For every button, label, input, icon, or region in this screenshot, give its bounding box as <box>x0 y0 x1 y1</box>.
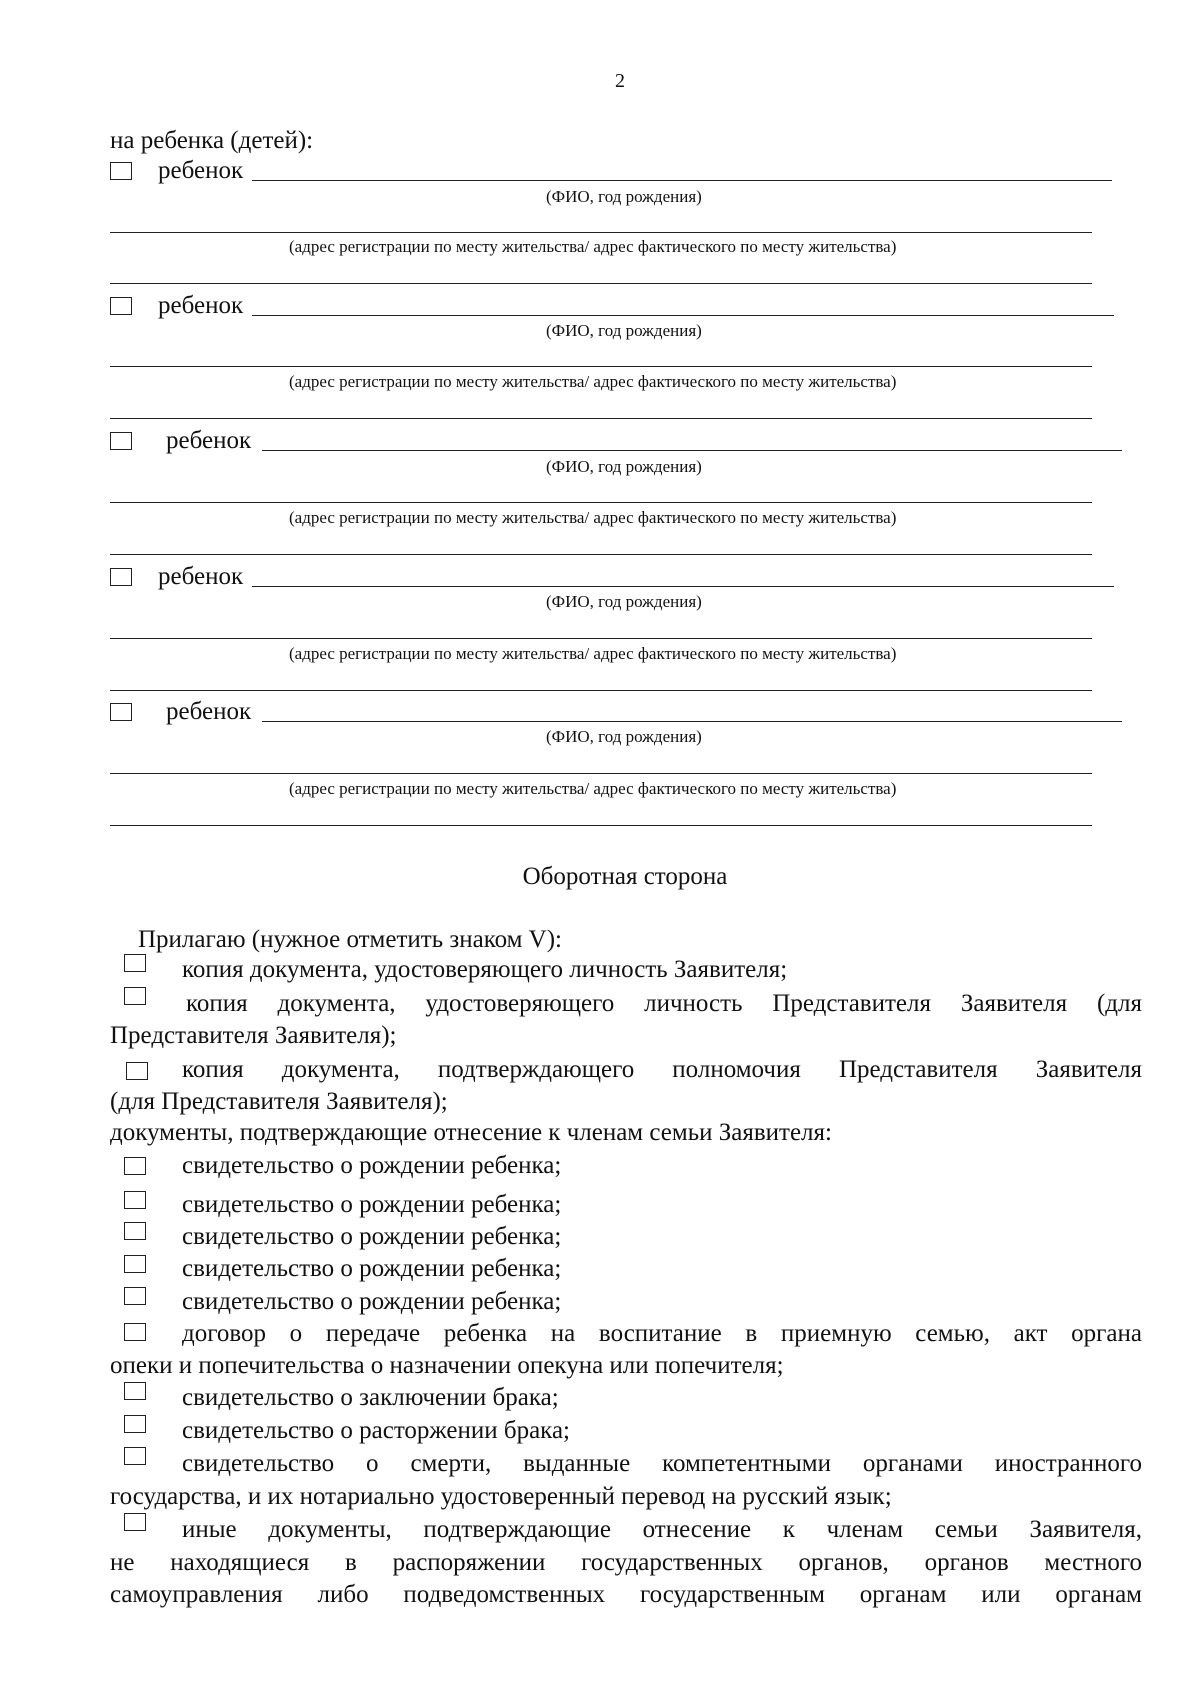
child-1-address-caption: (адрес регистрации по месту жительства/ адрес фактического по месту жительства) <box>289 237 897 256</box>
child-2-label: ребенок <box>158 292 244 319</box>
other-documents-checkbox[interactable] <box>124 1513 146 1531</box>
birth-cert-5-checkbox[interactable] <box>124 1287 146 1305</box>
page-number: 2 <box>615 70 625 92</box>
child-2-address-field-2[interactable] <box>110 418 1092 419</box>
attach-representative-id-checkbox[interactable] <box>124 987 146 1005</box>
attach-representative-id-label <box>186 989 1142 1019</box>
birth-cert-3-label: свидетельство о рождении ребенка; <box>182 1223 562 1250</box>
foster-agreement-checkbox[interactable] <box>124 1323 146 1341</box>
foster-agreement-line-2: опеки и попечительства о назначении опекуна или попечителя; <box>110 1352 784 1379</box>
child-1-address-field[interactable] <box>110 232 1092 233</box>
child-4-address-field-2[interactable] <box>110 690 1092 691</box>
birth-cert-1-label: свидетельство о рождении ребенка; <box>182 1152 562 1179</box>
attachments-intro: Прилагаю (нужное отметить знаком V): <box>138 926 562 953</box>
child-5-name-caption: (ФИО, год рождения) <box>546 727 702 746</box>
other-documents-line-2: не находящиеся в распоряжении государственных органов, органов местного <box>110 1549 1142 1576</box>
attach-applicant-id-label: копия документа, удостоверяющего личность Заявителя; <box>182 956 788 983</box>
child-1-checkbox[interactable] <box>110 162 132 180</box>
marriage-cert-label: свидетельство о заключении брака; <box>182 1384 559 1411</box>
death-cert-line-1: свидетельство о смерти, выданные компетентными органами иностранного <box>182 1450 1142 1477</box>
child-4-address-caption: (адрес регистрации по месту жительства/ адрес фактического по месту жительства) <box>289 644 897 663</box>
child-5-label: ребенок <box>166 698 252 725</box>
birth-cert-4-label: свидетельство о рождении ребенка; <box>182 1255 562 1282</box>
attach-representative-authority-label <box>182 1055 1142 1085</box>
birth-cert-3-checkbox[interactable] <box>124 1222 146 1240</box>
child-1-name-caption: (ФИО, год рождения) <box>546 187 702 206</box>
child-3-name-field[interactable] <box>262 450 1122 451</box>
attach-applicant-id-checkbox[interactable] <box>124 954 146 972</box>
child-2-name-field[interactable] <box>252 315 1114 316</box>
foster-agreement-line-1: договор о передаче ребенка на воспитание в приемную семью, акт органа <box>182 1320 1142 1347</box>
attach-representative-id-line-2: Представителя Заявителя); <box>110 1022 397 1049</box>
child-3-checkbox[interactable] <box>110 432 132 450</box>
child-4-name-caption: (ФИО, год рождения) <box>546 592 702 611</box>
other-documents-line-3-wrap <box>110 1580 1142 1610</box>
attach-representative-authority-checkbox[interactable] <box>126 1062 148 1080</box>
child-4-label: ребенок <box>158 563 244 590</box>
other-documents-label <box>182 1515 1142 1545</box>
child-4-name-field[interactable] <box>252 586 1114 587</box>
child-3-name-caption: (ФИО, год рождения) <box>546 457 702 476</box>
children-intro: на ребенка (детей): <box>110 127 314 154</box>
child-2-checkbox[interactable] <box>110 297 132 315</box>
child-3-label: ребенок <box>166 427 252 454</box>
child-2-address-field[interactable] <box>110 366 1092 367</box>
child-5-address-field[interactable] <box>110 773 1092 774</box>
death-cert-line-2: государства, и их нотариально удостоверенный перевод на русский язык; <box>110 1483 892 1510</box>
marriage-cert-checkbox[interactable] <box>124 1382 146 1400</box>
reverse-side-heading: Оборотная сторона <box>522 863 728 890</box>
child-3-address-field[interactable] <box>110 502 1092 503</box>
other-documents-line-2-wrap <box>110 1548 1142 1578</box>
child-1-label: ребенок <box>158 157 244 184</box>
child-1-address-field-2[interactable] <box>110 283 1092 284</box>
other-documents-line-3: самоуправления либо подведомственных государственным органам или органам <box>110 1581 1142 1608</box>
family-documents-intro: документы, подтверждающие отнесение к членам семьи Заявителя: <box>110 1119 832 1146</box>
foster-agreement-label <box>182 1319 1142 1349</box>
child-5-address-field-2[interactable] <box>110 825 1092 826</box>
death-cert-checkbox[interactable] <box>124 1447 146 1465</box>
attach-representative-id-line-1: копия документа, удостоверяющего личность Представителя Заявителя (для <box>186 990 1142 1017</box>
child-3-address-caption: (адрес регистрации по месту жительства/ адрес фактического по месту жительства) <box>289 508 897 527</box>
birth-cert-4-checkbox[interactable] <box>124 1255 146 1273</box>
birth-cert-2-checkbox[interactable] <box>124 1191 146 1209</box>
divorce-cert-label: свидетельство о расторжении брака; <box>182 1417 570 1444</box>
child-2-address-caption: (адрес регистрации по месту жительства/ адрес фактического по месту жительства) <box>289 372 897 391</box>
child-5-address-caption: (адрес регистрации по месту жительства/ адрес фактического по месту жительства) <box>289 779 897 798</box>
child-5-name-field[interactable] <box>262 721 1122 722</box>
child-3-address-field-2[interactable] <box>110 554 1092 555</box>
child-5-checkbox[interactable] <box>110 703 132 721</box>
death-cert-label <box>182 1449 1142 1479</box>
child-2-name-caption: (ФИО, год рождения) <box>546 321 702 340</box>
child-4-checkbox[interactable] <box>110 568 132 586</box>
birth-cert-1-checkbox[interactable] <box>124 1157 146 1175</box>
other-documents-line-1: иные документы, подтверждающие отнесение к членам семьи Заявителя, <box>182 1516 1142 1543</box>
child-1-name-field[interactable] <box>252 180 1112 181</box>
birth-cert-2-label: свидетельство о рождении ребенка; <box>182 1191 562 1218</box>
attach-representative-authority-line-2: (для Представителя Заявителя); <box>110 1088 448 1115</box>
birth-cert-5-label: свидетельство о рождении ребенка; <box>182 1288 562 1315</box>
attach-representative-authority-line-1: копия документа, подтверждающего полномочия Представителя Заявителя <box>182 1056 1142 1083</box>
divorce-cert-checkbox[interactable] <box>124 1415 146 1433</box>
child-4-address-field[interactable] <box>110 638 1092 639</box>
